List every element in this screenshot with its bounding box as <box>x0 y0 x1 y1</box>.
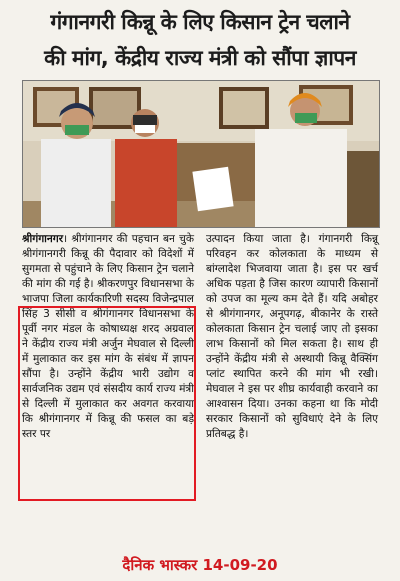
highlight-box <box>18 306 196 501</box>
news-photo <box>22 80 380 228</box>
newspaper-source: दैनिक भास्कर 14-09-20 <box>122 556 278 574</box>
article-right-column: उत्पादन किया जाता है। गंगानगरी किन्नू परिवहन कर कोलकाता के माध्यम से बांग्लादेश भिजवाया जाता है। इस पर खर्च अधिक पड़ता है जिस कारण व्यापारी किसानों को उपज का मूल्य कम देते हैं। यदि अबोहर से श्रीगंगानगर, अनूपगढ़, बीकानेर के रास्ते कोलकाता किसान ट्रेन चलाई जाए तो इसका लाभ किसानों को मिल सकता है। साथ ही उन्होंने केंद्रीय मंत्री से अस्थायी किन्नू वैक्सिंग प्लांट स्थापित करने की मांग भी रखी। मेघवाल ने इस पर शीघ्र कार्यवाही करवाने का आश्वासन दिया। उनका कहना था कि मोदी सरकार किसानों को सुविधाएं देने के लिए प्रतिबद्ध है। <box>206 233 378 440</box>
headline <box>8 4 392 76</box>
headline-line-1: गंगानगरी किन्नू के लिए किसान ट्रेन चलाने <box>50 10 350 34</box>
article-left-text: । श्रीगंगानगर की पहचान बन चुके श्रीगंगानगरी किन्नू की पैदावार को विदेशों में सुगमता से पहुंचाने के लिए किसान ट्रेन चलाने की मांग की गई है। श्रीकरणपुर विधानसभा के भाजपा जिला कार्यकारिणी सदस्य विजेन्द्रपाल सिंह 3 सीसी व श्रीगंगानगर विधानसभा के पूर्वी नगर मंडल के कोषाध्यक्ष शरद अग्रवाल ने केंद्रीय राज्य मंत्री अर्जुन मेघवाल से दिल्ली में मुलाकात कर इस मांग के संबंध में ज्ञापन सौंपा है। उन्होंने केंद्रीय भारी उद्योग व सार्वजनिक उद्यम एवं संसदीय कार्य राज्य मंत्री से दिल्ली में मुलाकात कर अवगत करवाया कि श्रीगंगानगर में किन्नू की फसल का बड़े स्तर पर <box>22 233 194 440</box>
article-dateline: श्रीगंगानगर <box>22 233 64 245</box>
headline-line-2: की मांग, केंद्रीय राज्य मंत्री को सौंपा ज्ञापन <box>44 46 356 70</box>
article-body <box>22 232 378 550</box>
